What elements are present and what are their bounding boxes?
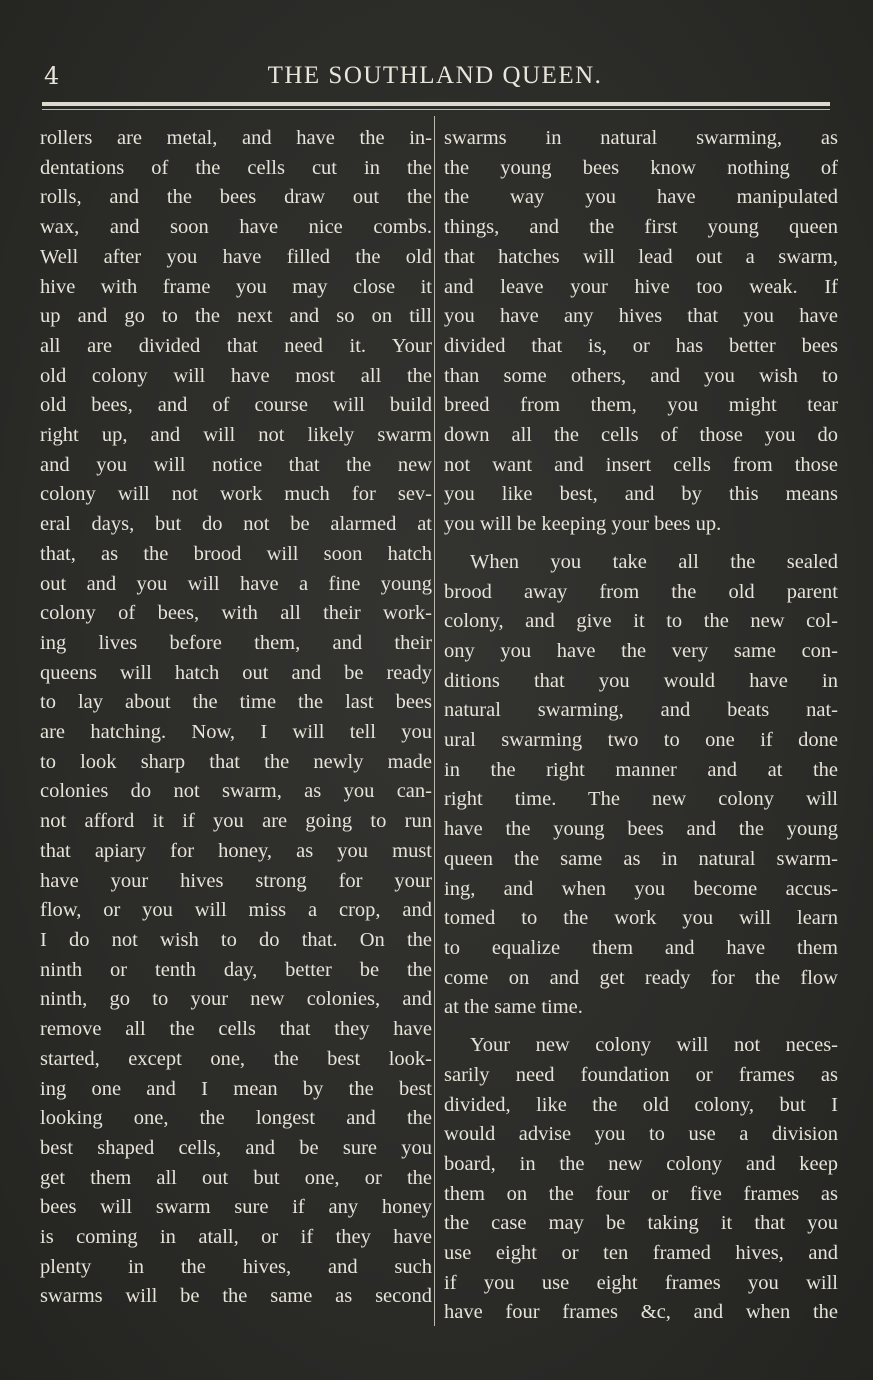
text-line: ditions that you would have in — [444, 669, 838, 692]
text-line: colony of bees, with all their work- — [40, 602, 432, 625]
text-line: plenty in the hives, and such — [40, 1255, 432, 1278]
text-line: brood away from the old parent — [444, 580, 838, 603]
text-line: started, except one, the best look- — [40, 1047, 432, 1070]
text-line: to look sharp that the newly made — [40, 750, 432, 773]
text-line: use eight or ten framed hives, and — [444, 1242, 838, 1265]
text-line: colonies do not swarm, as you can- — [40, 780, 432, 803]
text-line: best shaped cells, and be sure you — [40, 1136, 432, 1159]
right-column — [444, 124, 838, 1328]
text-line: ninth or tenth day, better be the — [40, 958, 432, 981]
text-line: up and go to the next and so on till — [40, 305, 432, 328]
text-line: flow, or you will miss a crop, and — [40, 899, 432, 922]
text-line: and you will notice that the new — [40, 453, 432, 476]
text-line: right time. The new colony will — [444, 788, 838, 811]
text-line: swarms will be the same as second — [40, 1285, 432, 1308]
text-line: queens will hatch out and be ready — [40, 661, 432, 684]
text-line: and leave your hive too weak. If — [444, 275, 838, 298]
text-line: that apiary for honey, as you must — [40, 839, 432, 862]
text-line: not afford it if you are going to run — [40, 810, 432, 833]
text-line: are hatching. Now, I will tell you — [40, 721, 432, 744]
text-line: have four frames &c, and when the — [444, 1301, 838, 1324]
text-line: right up, and will not likely swarm — [40, 424, 432, 447]
text-line: colony will not work much for sev- — [40, 483, 432, 506]
text-line: ing, and when you become accus- — [444, 877, 838, 900]
text-line: not want and insert cells from those — [444, 453, 838, 476]
text-line: ing one and I mean by the best — [40, 1077, 432, 1100]
text-line: old bees, and of course will build — [40, 394, 432, 417]
text-line: bees will swarm sure if any honey — [40, 1196, 432, 1219]
text-line: things, and the first young queen — [444, 216, 838, 239]
text-line: queen the same as in natural swarm- — [444, 847, 838, 870]
text-line: in the right manner and at the — [444, 758, 838, 781]
text-line: the way you have manipulated — [444, 186, 838, 209]
text-line: get them all out but one, or the — [40, 1166, 432, 1189]
text-line: dentations of the cells cut in the — [40, 156, 432, 179]
text-line: ony you have the very same con- — [444, 639, 838, 662]
text-line: have your hives strong for your — [40, 869, 432, 892]
text-line: at the same time. — [444, 996, 583, 1019]
page-number: 4 — [44, 62, 60, 90]
paragraph-gap — [444, 540, 838, 548]
text-line: hive with frame you may close it — [40, 275, 432, 298]
text-line: colony, and give it to the new col- — [444, 610, 838, 633]
text-line: that hatches will lead out a swarm, — [444, 245, 838, 268]
text-line: sarily need foundation or frames as — [444, 1063, 838, 1086]
text-line: Well after you have filled the old — [40, 245, 432, 268]
text-line: you have any hives that you have — [444, 305, 838, 328]
text-line: all are divided that need it. Your — [40, 334, 432, 357]
paragraph-gap — [444, 1023, 838, 1031]
text-line: to lay about the time the last bees — [40, 691, 432, 714]
text-line: looking one, the longest and the — [40, 1107, 432, 1130]
text-line: ural swarming two to one if done — [444, 729, 838, 752]
text-line: remove all the cells that they have — [40, 1018, 432, 1041]
text-line: out and you will have a fine young — [40, 572, 432, 595]
text-line: Your new colony will not neces- — [470, 1034, 838, 1057]
text-line: if you use eight frames you will — [444, 1271, 838, 1294]
text-line: the case may be taking it that you — [444, 1212, 838, 1235]
left-column — [40, 124, 432, 1312]
text-line: rolls, and the bees draw out the — [40, 186, 432, 209]
text-line: ninth, go to your new colonies, and — [40, 988, 432, 1011]
text-line: rollers are metal, and have the in- — [40, 127, 432, 149]
text-line: ing lives before them, and their — [40, 631, 432, 654]
text-line: eral days, but do not be alarmed at — [40, 513, 432, 536]
text-line: board, in the new colony and keep — [444, 1152, 838, 1175]
page-header — [40, 58, 830, 94]
text-line: than some others, and you wish to — [444, 364, 838, 387]
header-rule-thin — [42, 109, 830, 110]
column-divider — [434, 116, 435, 1326]
text-line: to equalize them and have them — [444, 936, 838, 959]
text-line: that, as the brood will soon hatch — [40, 542, 432, 565]
text-line: have the young bees and the young — [444, 818, 838, 841]
text-line: you like best, and by this means — [444, 483, 838, 506]
text-line: natural swarming, and beats nat- — [444, 699, 838, 722]
text-line: is coming in atall, or if they have — [40, 1226, 432, 1249]
text-line: wax, and soon have nice combs. — [40, 216, 432, 239]
text-line: I do not wish to do that. On the — [40, 928, 432, 951]
text-line: you will be keeping your bees up. — [444, 513, 722, 536]
text-line: breed from them, you might tear — [444, 394, 838, 417]
text-line: the young bees know nothing of — [444, 156, 838, 179]
masthead-title: THE SOUTHLAND QUEEN. — [267, 62, 603, 89]
text-line: them on the four or five frames as — [444, 1182, 838, 1205]
text-line: would advise you to use a division — [444, 1123, 838, 1146]
text-line: divided, like the old colony, but I — [444, 1093, 838, 1116]
text-line: When you take all the sealed — [470, 550, 838, 573]
text-line: old colony will have most all the — [40, 364, 432, 387]
text-line: tomed to the work you will learn — [444, 907, 838, 930]
header-rule-thick — [42, 102, 830, 106]
text-line: divided that is, or has better bees — [444, 334, 838, 357]
text-line: down all the cells of those you do — [444, 424, 838, 447]
text-line: swarms in natural swarming, as — [444, 127, 838, 149]
text-line: come on and get ready for the flow — [444, 966, 838, 989]
